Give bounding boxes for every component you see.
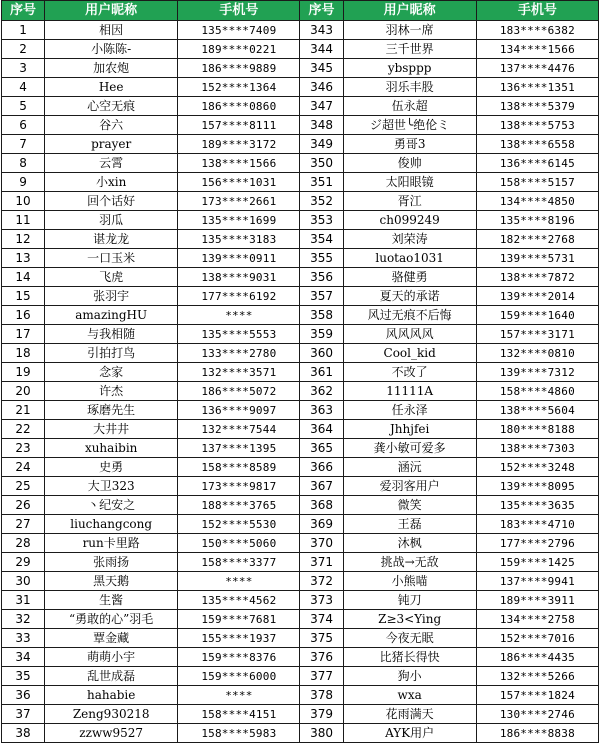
phone-cell: 156****1031 bbox=[178, 173, 300, 192]
nickname-cell: 相因 bbox=[45, 21, 178, 40]
row-number-cell: 351 bbox=[300, 173, 343, 192]
table-row bbox=[2, 705, 599, 724]
row-number-cell: 17 bbox=[2, 325, 45, 344]
nickname-cell: 太阳眼镜 bbox=[343, 173, 476, 192]
phone-cell: 132****3571 bbox=[178, 363, 300, 382]
row-number-cell: 34 bbox=[2, 648, 45, 667]
table-row bbox=[2, 648, 599, 667]
table-row bbox=[2, 21, 599, 40]
table-row bbox=[2, 686, 599, 705]
row-number-cell: 20 bbox=[2, 382, 45, 401]
row-number-cell: 29 bbox=[2, 553, 45, 572]
phone-cell: 133****2780 bbox=[178, 344, 300, 363]
table-row bbox=[2, 553, 599, 572]
phone-cell: 139****0911 bbox=[178, 249, 300, 268]
phone-cell: 132****0810 bbox=[476, 344, 598, 363]
phone-cell: 186****0860 bbox=[178, 97, 300, 116]
nickname-cell: 羽乐丰股 bbox=[343, 78, 476, 97]
phone-cell: 159****1640 bbox=[476, 306, 598, 325]
nickname-cell: 狗小 bbox=[343, 667, 476, 686]
phone-cell: 177****6192 bbox=[178, 287, 300, 306]
phone-cell: 138****7872 bbox=[476, 268, 598, 287]
phone-cell: 130****2746 bbox=[476, 705, 598, 724]
header-nickname-left: 用户昵称 bbox=[45, 1, 178, 21]
phone-cell: 157****3171 bbox=[476, 325, 598, 344]
nickname-cell: wxa bbox=[343, 686, 476, 705]
nickname-cell: 比猪长得快 bbox=[343, 648, 476, 667]
nickname-cell: 萌萌小宇 bbox=[45, 648, 178, 667]
user-phone-table bbox=[1, 0, 599, 743]
row-number-cell: 375 bbox=[300, 629, 343, 648]
nickname-cell: ジ超世╰绝伦ミ bbox=[343, 116, 476, 135]
nickname-cell: Hee bbox=[45, 78, 178, 97]
row-number-cell: 355 bbox=[300, 249, 343, 268]
phone-cell: 152****3248 bbox=[476, 458, 598, 477]
nickname-cell: 风风风风 bbox=[343, 325, 476, 344]
nickname-cell: 沐枫 bbox=[343, 534, 476, 553]
phone-cell: 139****2014 bbox=[476, 287, 598, 306]
nickname-cell: 覃金藏 bbox=[45, 629, 178, 648]
table-row bbox=[2, 458, 599, 477]
nickname-cell: 加农炮 bbox=[45, 59, 178, 78]
phone-cell: 135****3635 bbox=[476, 496, 598, 515]
header-phone-left: 手机号 bbox=[178, 1, 300, 21]
header-row bbox=[2, 1, 599, 21]
row-number-cell: 7 bbox=[2, 135, 45, 154]
phone-cell: 157****1824 bbox=[476, 686, 598, 705]
table-row bbox=[2, 78, 599, 97]
nickname-cell: 谌龙龙 bbox=[45, 230, 178, 249]
table-row bbox=[2, 268, 599, 287]
phone-cell: 132****5266 bbox=[476, 667, 598, 686]
nickname-cell: 张羽宇 bbox=[45, 287, 178, 306]
phone-cell: 158****5983 bbox=[178, 724, 300, 743]
phone-cell: 182****2768 bbox=[476, 230, 598, 249]
row-number-cell: 3 bbox=[2, 59, 45, 78]
nickname-cell: 心空无痕 bbox=[45, 97, 178, 116]
row-number-cell: 38 bbox=[2, 724, 45, 743]
table-row bbox=[2, 135, 599, 154]
row-number-cell: 356 bbox=[300, 268, 343, 287]
row-number-cell: 8 bbox=[2, 154, 45, 173]
phone-cell: 136****1351 bbox=[476, 78, 598, 97]
table-row bbox=[2, 173, 599, 192]
phone-cell: 134****2758 bbox=[476, 610, 598, 629]
phone-cell: 139****8095 bbox=[476, 477, 598, 496]
nickname-cell: 伍永超 bbox=[343, 97, 476, 116]
row-number-cell: 19 bbox=[2, 363, 45, 382]
nickname-cell: 大井井 bbox=[45, 420, 178, 439]
nickname-cell: 念家 bbox=[45, 363, 178, 382]
row-number-cell: 348 bbox=[300, 116, 343, 135]
nickname-cell: 丶纪安之 bbox=[45, 496, 178, 515]
row-number-cell: 360 bbox=[300, 344, 343, 363]
phone-cell: 186****4435 bbox=[476, 648, 598, 667]
phone-cell: 136****6145 bbox=[476, 154, 598, 173]
phone-cell: 155****1937 bbox=[178, 629, 300, 648]
table-row bbox=[2, 97, 599, 116]
nickname-cell: 不改了 bbox=[343, 363, 476, 382]
row-number-cell: 357 bbox=[300, 287, 343, 306]
row-number-cell: 365 bbox=[300, 439, 343, 458]
row-number-cell: 25 bbox=[2, 477, 45, 496]
table-row bbox=[2, 116, 599, 135]
nickname-cell: “勇敢的心”羽毛 bbox=[45, 610, 178, 629]
nickname-cell: 花雨满天 bbox=[343, 705, 476, 724]
nickname-cell: luotao1031 bbox=[343, 249, 476, 268]
phone-cell: 186****8838 bbox=[476, 724, 598, 743]
phone-cell: 189****3911 bbox=[476, 591, 598, 610]
nickname-cell: 张雨扬 bbox=[45, 553, 178, 572]
row-number-cell: 14 bbox=[2, 268, 45, 287]
row-number-cell: 1 bbox=[2, 21, 45, 40]
nickname-cell: Z≥3<Ying bbox=[343, 610, 476, 629]
phone-cell: 138****7303 bbox=[476, 439, 598, 458]
row-number-cell: 4 bbox=[2, 78, 45, 97]
table-row bbox=[2, 439, 599, 458]
nickname-cell: 夏天的承诺 bbox=[343, 287, 476, 306]
row-number-cell: 18 bbox=[2, 344, 45, 363]
phone-cell: 173****2661 bbox=[178, 192, 300, 211]
row-number-cell: 352 bbox=[300, 192, 343, 211]
nickname-cell: 生酱 bbox=[45, 591, 178, 610]
nickname-cell: AYK用户 bbox=[343, 724, 476, 743]
table-row bbox=[2, 477, 599, 496]
nickname-cell: ybsppp bbox=[343, 59, 476, 78]
table-row bbox=[2, 363, 599, 382]
table-row bbox=[2, 40, 599, 59]
phone-cell: 138****5379 bbox=[476, 97, 598, 116]
row-number-cell: 368 bbox=[300, 496, 343, 515]
row-number-cell: 358 bbox=[300, 306, 343, 325]
nickname-cell: 飞虎 bbox=[45, 268, 178, 287]
phone-cell: 132****7544 bbox=[178, 420, 300, 439]
nickname-cell: 龚小敏可爱多 bbox=[343, 439, 476, 458]
nickname-cell: 黑天鹅 bbox=[45, 572, 178, 591]
nickname-cell: 许杰 bbox=[45, 382, 178, 401]
nickname-cell: 小熊喵 bbox=[343, 572, 476, 591]
table-row bbox=[2, 325, 599, 344]
header-no-left: 序号 bbox=[2, 1, 45, 21]
row-number-cell: 359 bbox=[300, 325, 343, 344]
nickname-cell: 史勇 bbox=[45, 458, 178, 477]
row-number-cell: 32 bbox=[2, 610, 45, 629]
table-row bbox=[2, 287, 599, 306]
row-number-cell: 26 bbox=[2, 496, 45, 515]
row-number-cell: 376 bbox=[300, 648, 343, 667]
nickname-cell: 小xin bbox=[45, 173, 178, 192]
row-number-cell: 369 bbox=[300, 515, 343, 534]
row-number-cell: 370 bbox=[300, 534, 343, 553]
nickname-cell: 俊帅 bbox=[343, 154, 476, 173]
phone-cell: 189****3172 bbox=[178, 135, 300, 154]
row-number-cell: 23 bbox=[2, 439, 45, 458]
phone-cell: 158****3377 bbox=[178, 553, 300, 572]
row-number-cell: 24 bbox=[2, 458, 45, 477]
nickname-cell: prayer bbox=[45, 135, 178, 154]
row-number-cell: 366 bbox=[300, 458, 343, 477]
row-number-cell: 364 bbox=[300, 420, 343, 439]
phone-cell: 152****5530 bbox=[178, 515, 300, 534]
phone-cell: 138****1566 bbox=[178, 154, 300, 173]
row-number-cell: 361 bbox=[300, 363, 343, 382]
table-row bbox=[2, 496, 599, 515]
nickname-cell: run卡里路 bbox=[45, 534, 178, 553]
row-number-cell: 15 bbox=[2, 287, 45, 306]
row-number-cell: 371 bbox=[300, 553, 343, 572]
table-row bbox=[2, 591, 599, 610]
nickname-cell: 云霄 bbox=[45, 154, 178, 173]
table-row bbox=[2, 420, 599, 439]
nickname-cell: amazingHU bbox=[45, 306, 178, 325]
phone-cell: 177****2796 bbox=[476, 534, 598, 553]
phone-cell: 173****9817 bbox=[178, 477, 300, 496]
phone-cell: 152****1364 bbox=[178, 78, 300, 97]
row-number-cell: 13 bbox=[2, 249, 45, 268]
table-row bbox=[2, 572, 599, 591]
table-row bbox=[2, 629, 599, 648]
phone-cell: 158****4860 bbox=[476, 382, 598, 401]
phone-cell: 150****5060 bbox=[178, 534, 300, 553]
nickname-cell: Cool_kid bbox=[343, 344, 476, 363]
row-number-cell: 28 bbox=[2, 534, 45, 553]
table-row bbox=[2, 515, 599, 534]
nickname-cell: 爱羽客用户 bbox=[343, 477, 476, 496]
phone-cell: 152****7016 bbox=[476, 629, 598, 648]
header-phone-right: 手机号 bbox=[476, 1, 598, 21]
phone-cell: 186****5072 bbox=[178, 382, 300, 401]
nickname-cell: 引拍打鸟 bbox=[45, 344, 178, 363]
row-number-cell: 37 bbox=[2, 705, 45, 724]
table-row bbox=[2, 306, 599, 325]
table-header bbox=[2, 1, 599, 21]
table-row bbox=[2, 154, 599, 173]
row-number-cell: 380 bbox=[300, 724, 343, 743]
row-number-cell: 16 bbox=[2, 306, 45, 325]
phone-cell: 180****8188 bbox=[476, 420, 598, 439]
nickname-cell: 回个话好 bbox=[45, 192, 178, 211]
nickname-cell: 乱世成磊 bbox=[45, 667, 178, 686]
phone-cell: 188****3765 bbox=[178, 496, 300, 515]
row-number-cell: 363 bbox=[300, 401, 343, 420]
table-row bbox=[2, 192, 599, 211]
row-number-cell: 350 bbox=[300, 154, 343, 173]
row-number-cell: 362 bbox=[300, 382, 343, 401]
phone-cell: 159****1425 bbox=[476, 553, 598, 572]
nickname-cell: 与我相随 bbox=[45, 325, 178, 344]
phone-cell: 159****6000 bbox=[178, 667, 300, 686]
phone-cell: 135****3183 bbox=[178, 230, 300, 249]
nickname-cell: 今夜无眠 bbox=[343, 629, 476, 648]
nickname-cell: 羽瓜 bbox=[45, 211, 178, 230]
nickname-cell: 任永泽 bbox=[343, 401, 476, 420]
nickname-cell: 王磊 bbox=[343, 515, 476, 534]
row-number-cell: 11 bbox=[2, 211, 45, 230]
phone-cell: 135****7409 bbox=[178, 21, 300, 40]
phone-cell: 158****5157 bbox=[476, 173, 598, 192]
phone-cell: 135****1699 bbox=[178, 211, 300, 230]
row-number-cell: 9 bbox=[2, 173, 45, 192]
nickname-cell: ch099249 bbox=[343, 211, 476, 230]
phone-cell: 159****7681 bbox=[178, 610, 300, 629]
row-number-cell: 379 bbox=[300, 705, 343, 724]
phone-cell: 186****9889 bbox=[178, 59, 300, 78]
table-row bbox=[2, 59, 599, 78]
nickname-cell: 11111A bbox=[343, 382, 476, 401]
phone-cell: 134****1566 bbox=[476, 40, 598, 59]
row-number-cell: 373 bbox=[300, 591, 343, 610]
nickname-cell: 谷六 bbox=[45, 116, 178, 135]
header-no-right: 序号 bbox=[300, 1, 343, 21]
phone-cell: 138****6558 bbox=[476, 135, 598, 154]
nickname-cell: 挑战→无敌 bbox=[343, 553, 476, 572]
nickname-cell: liuchangcong bbox=[45, 515, 178, 534]
table-row bbox=[2, 667, 599, 686]
phone-cell: 138****5604 bbox=[476, 401, 598, 420]
nickname-cell: 琢磨先生 bbox=[45, 401, 178, 420]
nickname-cell: 微笑 bbox=[343, 496, 476, 515]
row-number-cell: 21 bbox=[2, 401, 45, 420]
phone-cell: 139****7312 bbox=[476, 363, 598, 382]
row-number-cell: 22 bbox=[2, 420, 45, 439]
phone-cell: 135****8196 bbox=[476, 211, 598, 230]
phone-cell: 138****9031 bbox=[178, 268, 300, 287]
row-number-cell: 31 bbox=[2, 591, 45, 610]
row-number-cell: 346 bbox=[300, 78, 343, 97]
row-number-cell: 27 bbox=[2, 515, 45, 534]
nickname-cell: zzww9527 bbox=[45, 724, 178, 743]
nickname-cell: 胥江 bbox=[343, 192, 476, 211]
phone-cell: 157****8111 bbox=[178, 116, 300, 135]
nickname-cell: 骆健勇 bbox=[343, 268, 476, 287]
nickname-cell: Jhhjfei bbox=[343, 420, 476, 439]
row-number-cell: 372 bbox=[300, 572, 343, 591]
phone-cell: 139****5731 bbox=[476, 249, 598, 268]
row-number-cell: 354 bbox=[300, 230, 343, 249]
phone-cell: **** bbox=[178, 686, 300, 705]
nickname-cell: xuhaibin bbox=[45, 439, 178, 458]
row-number-cell: 12 bbox=[2, 230, 45, 249]
table-row bbox=[2, 249, 599, 268]
phone-cell: 158****4151 bbox=[178, 705, 300, 724]
table-row bbox=[2, 401, 599, 420]
phone-cell: 134****4850 bbox=[476, 192, 598, 211]
phone-cell: 137****1395 bbox=[178, 439, 300, 458]
phone-cell: 138****5753 bbox=[476, 116, 598, 135]
nickname-cell: 小陈陈- bbox=[45, 40, 178, 59]
nickname-cell: 钝刀 bbox=[343, 591, 476, 610]
phone-cell: 183****4710 bbox=[476, 515, 598, 534]
nickname-cell: 大卫323 bbox=[45, 477, 178, 496]
row-number-cell: 374 bbox=[300, 610, 343, 629]
row-number-cell: 10 bbox=[2, 192, 45, 211]
row-number-cell: 377 bbox=[300, 667, 343, 686]
row-number-cell: 378 bbox=[300, 686, 343, 705]
table-row bbox=[2, 382, 599, 401]
table-row bbox=[2, 534, 599, 553]
nickname-cell: hahabie bbox=[45, 686, 178, 705]
table-row bbox=[2, 211, 599, 230]
row-number-cell: 344 bbox=[300, 40, 343, 59]
row-number-cell: 2 bbox=[2, 40, 45, 59]
nickname-cell: 勇哥3 bbox=[343, 135, 476, 154]
nickname-cell: 刘荣涛 bbox=[343, 230, 476, 249]
row-number-cell: 347 bbox=[300, 97, 343, 116]
row-number-cell: 345 bbox=[300, 59, 343, 78]
phone-cell: 135****5553 bbox=[178, 325, 300, 344]
nickname-cell: 羽林一席 bbox=[343, 21, 476, 40]
table-row bbox=[2, 724, 599, 743]
row-number-cell: 5 bbox=[2, 97, 45, 116]
phone-cell: 189****0221 bbox=[178, 40, 300, 59]
row-number-cell: 6 bbox=[2, 116, 45, 135]
phone-cell: 136****9097 bbox=[178, 401, 300, 420]
row-number-cell: 353 bbox=[300, 211, 343, 230]
row-number-cell: 343 bbox=[300, 21, 343, 40]
table-row bbox=[2, 344, 599, 363]
nickname-cell: 风过无痕不后悔 bbox=[343, 306, 476, 325]
row-number-cell: 36 bbox=[2, 686, 45, 705]
phone-cell: **** bbox=[178, 572, 300, 591]
phone-cell: **** bbox=[178, 306, 300, 325]
row-number-cell: 349 bbox=[300, 135, 343, 154]
row-number-cell: 367 bbox=[300, 477, 343, 496]
header-nickname-right: 用户昵称 bbox=[343, 1, 476, 21]
row-number-cell: 30 bbox=[2, 572, 45, 591]
nickname-cell: 三千世界 bbox=[343, 40, 476, 59]
row-number-cell: 33 bbox=[2, 629, 45, 648]
nickname-cell: 一口玉米 bbox=[45, 249, 178, 268]
phone-cell: 135****4562 bbox=[178, 591, 300, 610]
nickname-cell: Zeng930218 bbox=[45, 705, 178, 724]
row-number-cell: 35 bbox=[2, 667, 45, 686]
phone-cell: 137****4476 bbox=[476, 59, 598, 78]
phone-cell: 183****6382 bbox=[476, 21, 598, 40]
table-body bbox=[2, 21, 599, 743]
phone-cell: 159****8376 bbox=[178, 648, 300, 667]
phone-cell: 158****8589 bbox=[178, 458, 300, 477]
nickname-cell: 涵沅 bbox=[343, 458, 476, 477]
table-row bbox=[2, 610, 599, 629]
table-row bbox=[2, 230, 599, 249]
phone-cell: 137****9941 bbox=[476, 572, 598, 591]
